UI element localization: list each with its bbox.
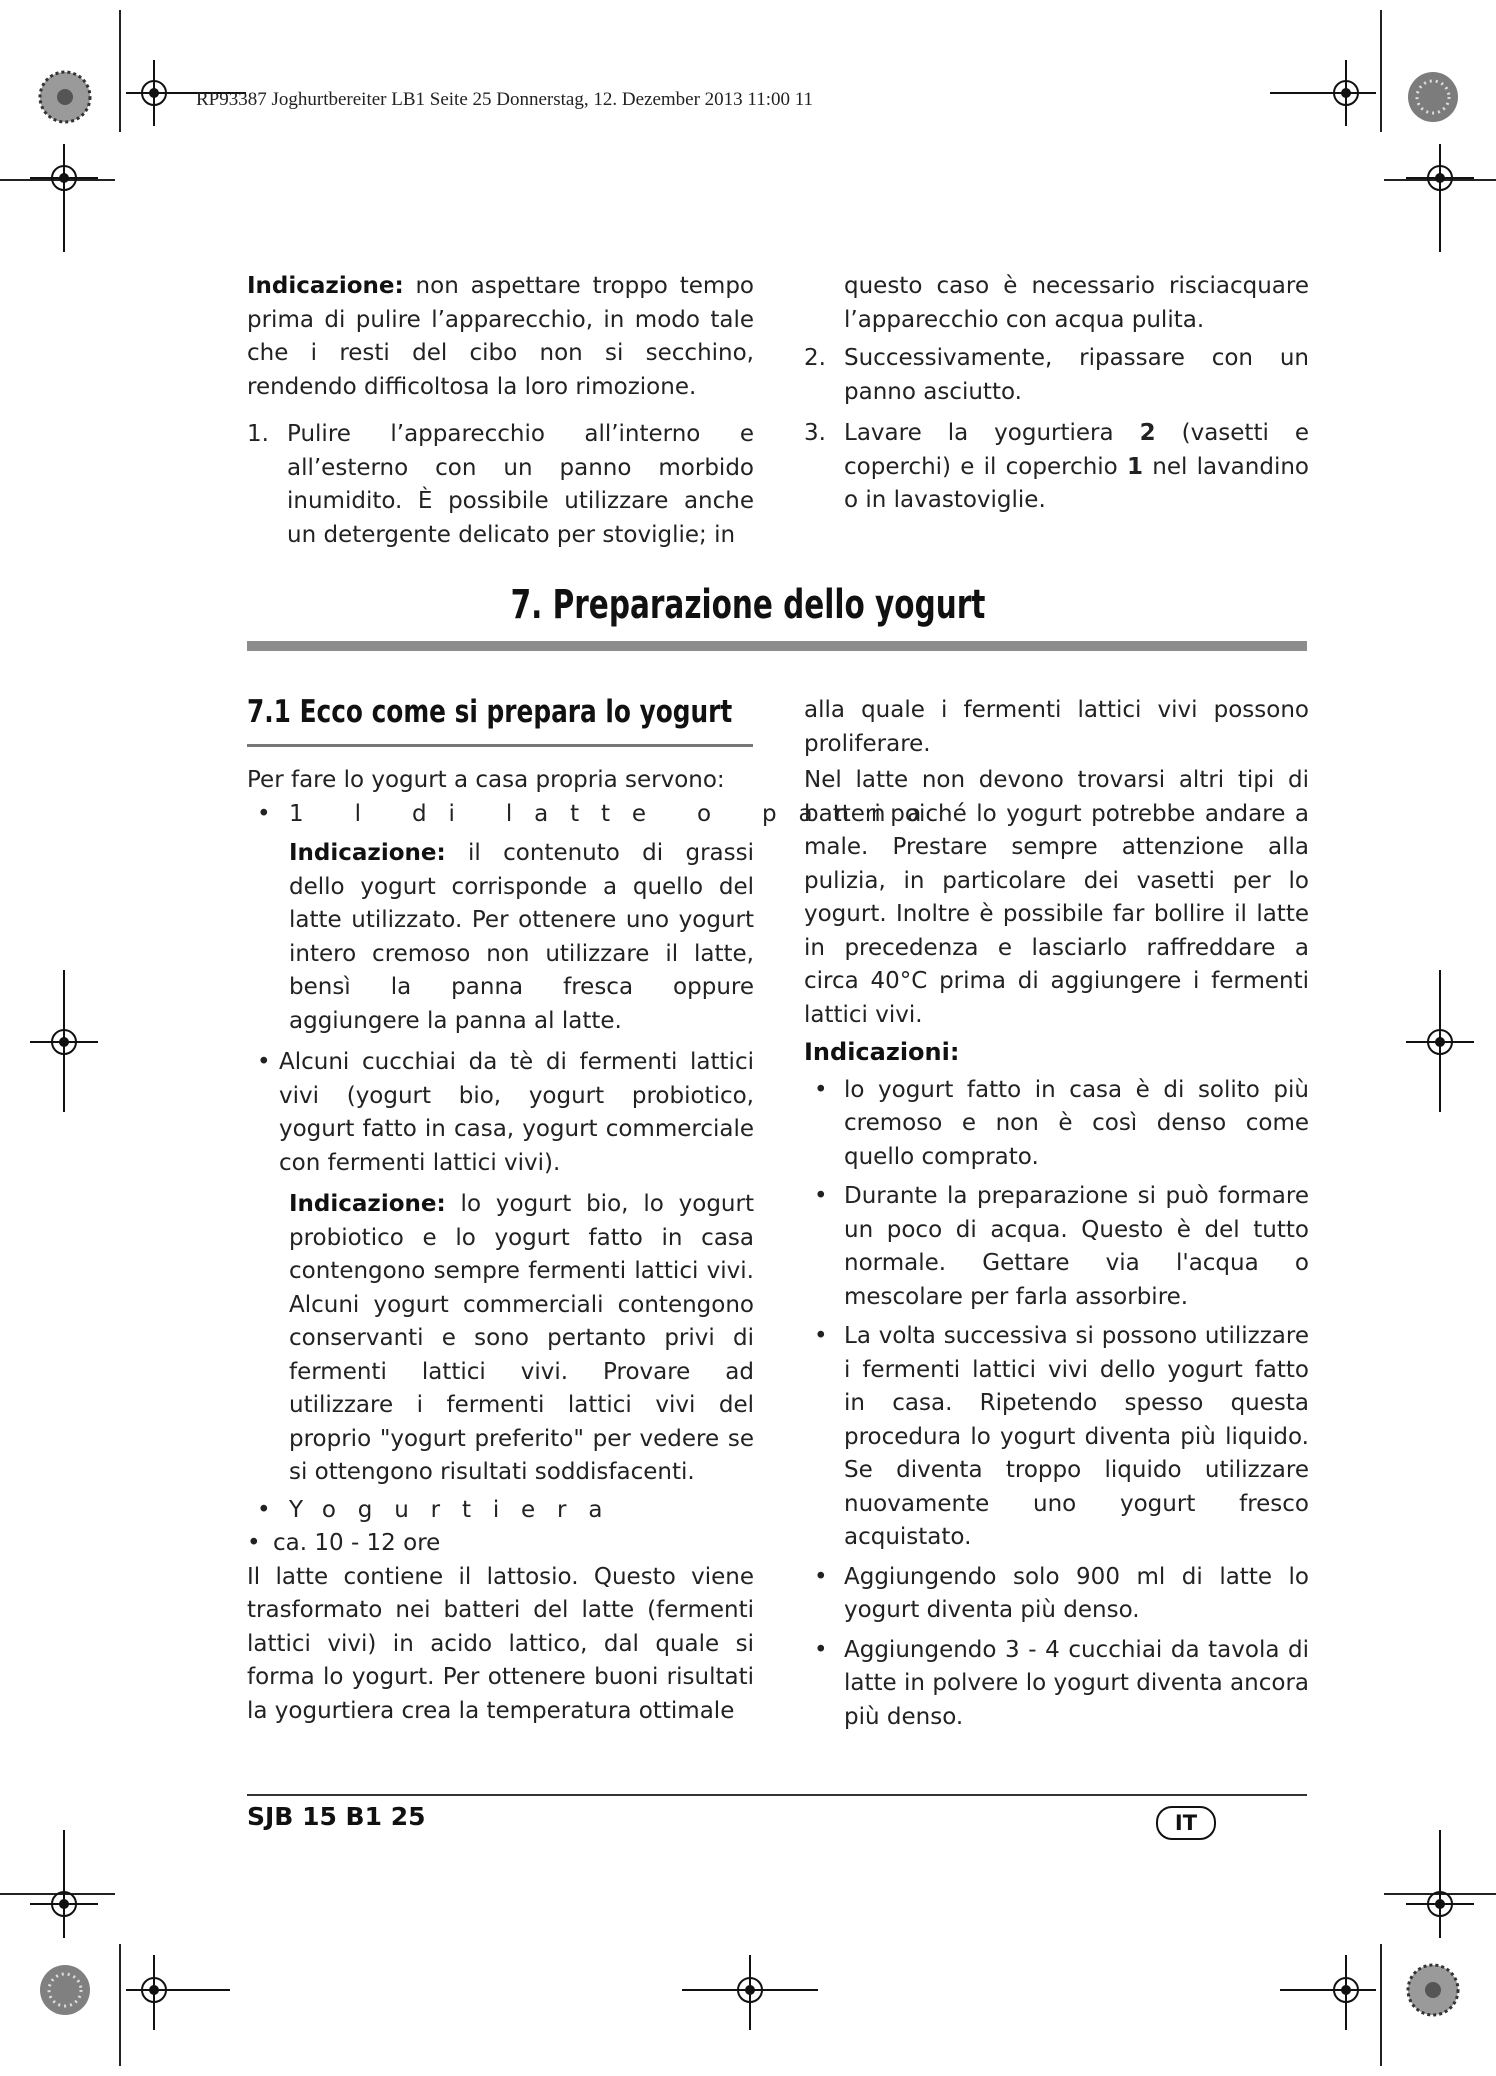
model-number: SJB 15 B1 [247,1802,383,1831]
list-item [804,1320,1309,1555]
step-text: Successivamente, ripassare con un panno asciutto. [844,345,1309,405]
note-text: non aspettare troppo tempo prima di pulire l’apparecchio, in modo tale che i resti del cibo non si secchino, rendendo difficoltosa la loro rimozione. [247,273,754,400]
bullet: • [257,800,271,827]
note-text: il contenuto di grassi dello yogurt corrisponde a quello del latte utilizzato. Per ottenere uno yogurt intero cremoso non utilizzare il latte, bensì la panna fresca oppure aggiungere la panna al latte. [289,840,754,1034]
part-number: 2 [1139,420,1156,446]
list-item [804,1074,1309,1175]
section-title: 7.1 Ecco come si prepara lo yogurt [247,694,733,730]
step-text: (vasetti e coperchi) e il coperchio [844,420,1309,480]
bullet: • [814,1636,828,1663]
footer-model-page [247,1802,426,1831]
list-item-text: Aggiungendo 3 - 4 cucchiai da tavola di latte in polvere lo yogurt diventa ancora più denso. [844,1636,1309,1730]
step-number: 2. [804,345,826,371]
note [247,1188,754,1490]
bullet: • [814,1563,828,1590]
paragraph: Nel latte non devono trovarsi altri tipi di batteri poiché lo yogurt potrebbe andare a male. Prestare sempre attenzione alla pulizia, in particolare dei vasetti per lo yogurt. Inoltre è possibile far bollire il latte in precedenza e lasciarlo raffreddare a circa 40°C prima di aggiungere i fermenti lattici vivi. [804,767,1309,1028]
chapter-divider [247,641,1307,651]
step-text: Pulire l’apparecchio all’interno e all’esterno con un panno morbido inumidito. È possibile utilizzare anche un detergente delicato per stoviglie; in [287,421,754,548]
list-item [804,1180,1309,1314]
list-item-text: 1 l di latte o panna [289,800,944,827]
top-left-column [247,270,754,552]
page-number: 25 [390,1802,426,1831]
chapter-title: 7. Preparazione dello yogurt [510,582,986,628]
list-item [247,798,944,832]
continuation-text: alla quale i fermenti lattici vivi possono proliferare. [804,697,1309,757]
bullet: • [814,1323,828,1349]
print-header: RP93387 Joghurtbereiter LB1 Seite 25 Donnerstag, 12. Dezember 2013 11:00 11 [196,89,814,110]
top-right-column [804,270,1309,518]
list-item [247,1527,754,1561]
list-item-text: ca. 10 - 12 ore [273,1530,441,1556]
cleaning-note [247,270,754,404]
bullet: • [814,1076,828,1103]
step-3 [804,417,1309,518]
list-item-text: Alcuni cucchiai da tè di fermenti lattici vivi (yogurt bio, yogurt probiotico, yogurt fatto in casa, yogurt commerciale con fermenti lattici vivi). [279,1049,754,1176]
step-number: 3. [804,420,826,446]
list-item [247,1494,754,1528]
list-item [804,1634,1309,1735]
step-1 [247,418,754,552]
notes-heading: Indicazioni: [804,1038,960,1066]
step-text: Lavare la yogurtiera [844,420,1140,446]
bullet: • [814,1183,828,1209]
list-item-text: lo yogurt fatto in casa è di solito più cremoso e non è così denso come quello comprato. [844,1076,1309,1170]
intro-text: Per fare lo yogurt a casa propria servono: [247,767,725,793]
note [247,837,754,1038]
step-number: 1. [247,421,269,447]
section-underline [247,744,753,747]
step-2 [804,342,1309,409]
bullet: • [247,1530,261,1556]
language-badge: IT [1156,1806,1216,1840]
step-1-continuation: questo caso è necessario risciacquare l’apparecchio con acqua pulita. [844,273,1309,333]
paragraph: Il latte contiene il lattosio. Questo viene trasformato nei batteri del latte (fermenti lattici vivi) in acido lattico, dal quale si forma lo yogurt. Per ottenere buoni risultati la yogurtiera crea la temperatura ottimale [247,1563,754,1724]
bullet: • [257,1049,271,1075]
footer-rule [247,1794,1307,1796]
note-label: Indicazione: [289,1191,446,1217]
note-label: Indicazione: [289,840,446,866]
list-item-text: Yogurtiera [289,1496,625,1523]
bullet: • [257,1496,271,1523]
part-number: 1 [1126,453,1143,480]
list-item [247,1046,754,1180]
note-text: lo yogurt bio, lo yogurt probiotico e lo yogurt fatto in casa contengono sempre fermenti lattici vivi. Alcuni yogurt commerciali contengono conservanti e sono pertanto privi di fermenti lattici vivi. Provare ad utilizzare i fermenti lattici vivi del proprio "yogurt preferito" per vedere se si ottengono risultati soddisfacenti. [289,1191,754,1485]
list-item [804,1561,1309,1628]
notes-column [804,694,1309,1734]
step-text: nel lavandino o in lavastoviglie. [844,453,1309,513]
list-item-text: Aggiungendo solo 900 ml di latte lo yogurt diventa più denso. [844,1563,1309,1623]
list-item-text: Durante la preparazione si può formare un poco di acqua. Questo è del tutto normale. Gettare via l'acqua o mescolare per farla assorbire. [844,1183,1309,1310]
list-item-text: La volta successiva si possono utilizzare i fermenti lattici vivi dello yogurt fatto in casa. Ripetendo spesso questa procedura lo yogurt diventa più liquido. Se diventa troppo liquido utilizzare nuovamente uno yogurt fresco acquistato. [844,1323,1309,1550]
note-label: Indicazione: [247,273,404,299]
